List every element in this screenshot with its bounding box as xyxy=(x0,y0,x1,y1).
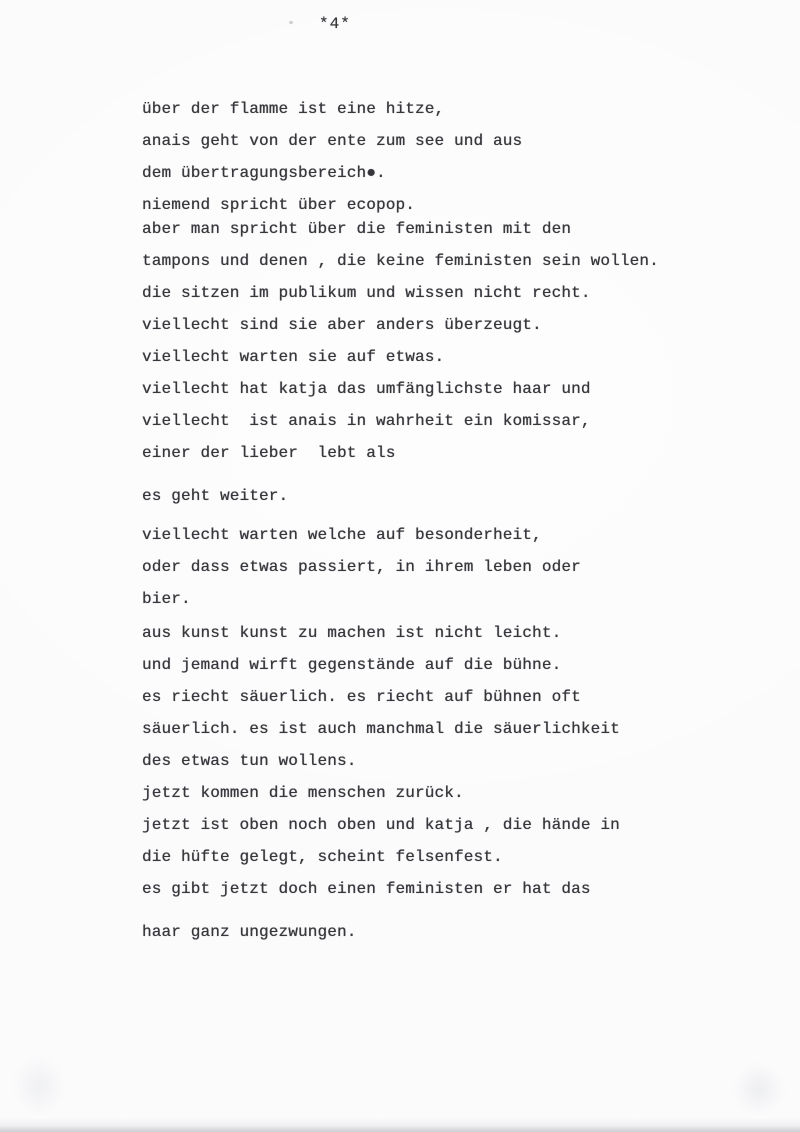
poem-line-3: dem übertragungsbereich●. xyxy=(142,164,386,182)
poem-line-4: niemend spricht über ecopop. xyxy=(142,196,416,214)
poem-line-22: jetzt kommen die menschen zurück. xyxy=(142,784,464,802)
poem-line-21: des etwas tun wollens. xyxy=(142,752,357,770)
poem-line-8: viellecht sind sie aber anders überzeugt. xyxy=(142,316,542,334)
poem-line-14: viellecht warten welche auf besonderheit, xyxy=(142,526,542,544)
poem-line-2: anais geht von der ente zum see und aus xyxy=(142,132,523,150)
page-number: *4* xyxy=(319,15,351,33)
poem-line-6: tampons und denen , die keine feministen sein wollen. xyxy=(142,252,659,270)
scan-smudge-bottom-right xyxy=(724,1054,794,1124)
poem-line-24: die hüfte gelegt, scheint felsenfest. xyxy=(142,848,503,866)
poem-line-19: es riecht säuerlich. es riecht auf bühnen oft xyxy=(142,688,581,706)
poem-line-16: bier. xyxy=(142,590,191,608)
poem-line-25: es gibt jetzt doch einen feministen er hat das xyxy=(142,880,591,898)
poem-text xyxy=(142,93,762,948)
poem-line-23: jetzt ist oben noch oben und katja , die hände in xyxy=(142,816,620,834)
poem-line-26: haar ganz ungezwungen. xyxy=(142,923,357,941)
poem-line-7: die sitzen im publikum und wissen nicht recht. xyxy=(142,284,591,302)
poem-line-5: aber man spricht über die feministen mit den xyxy=(142,220,572,238)
poem-line-15: oder dass etwas passiert, in ihrem leben oder xyxy=(142,558,581,576)
poem-line-18: und jemand wirft gegenstände auf die bühne. xyxy=(142,656,562,674)
poem-line-13: es geht weiter. xyxy=(142,487,289,505)
poem-line-17: aus kunst kunst zu machen ist nicht leicht. xyxy=(142,624,562,642)
poem-line-1: über der flamme ist eine hitze, xyxy=(142,100,445,118)
poem-line-11: viellecht ist anais in wahrheit ein komissar, xyxy=(142,412,591,430)
poem-line-12: einer der lieber lebt als xyxy=(142,444,396,462)
scan-smudge-bottom-left xyxy=(4,1046,74,1126)
scan-speck xyxy=(289,21,293,24)
poem-line-9: viellecht warten sie auf etwas. xyxy=(142,348,445,366)
poem-line-20: säuerlich. es ist auch manchmal die säuerlichkeit xyxy=(142,720,620,738)
poem-line-10: viellecht hat katja das umfänglichste haar und xyxy=(142,380,591,398)
